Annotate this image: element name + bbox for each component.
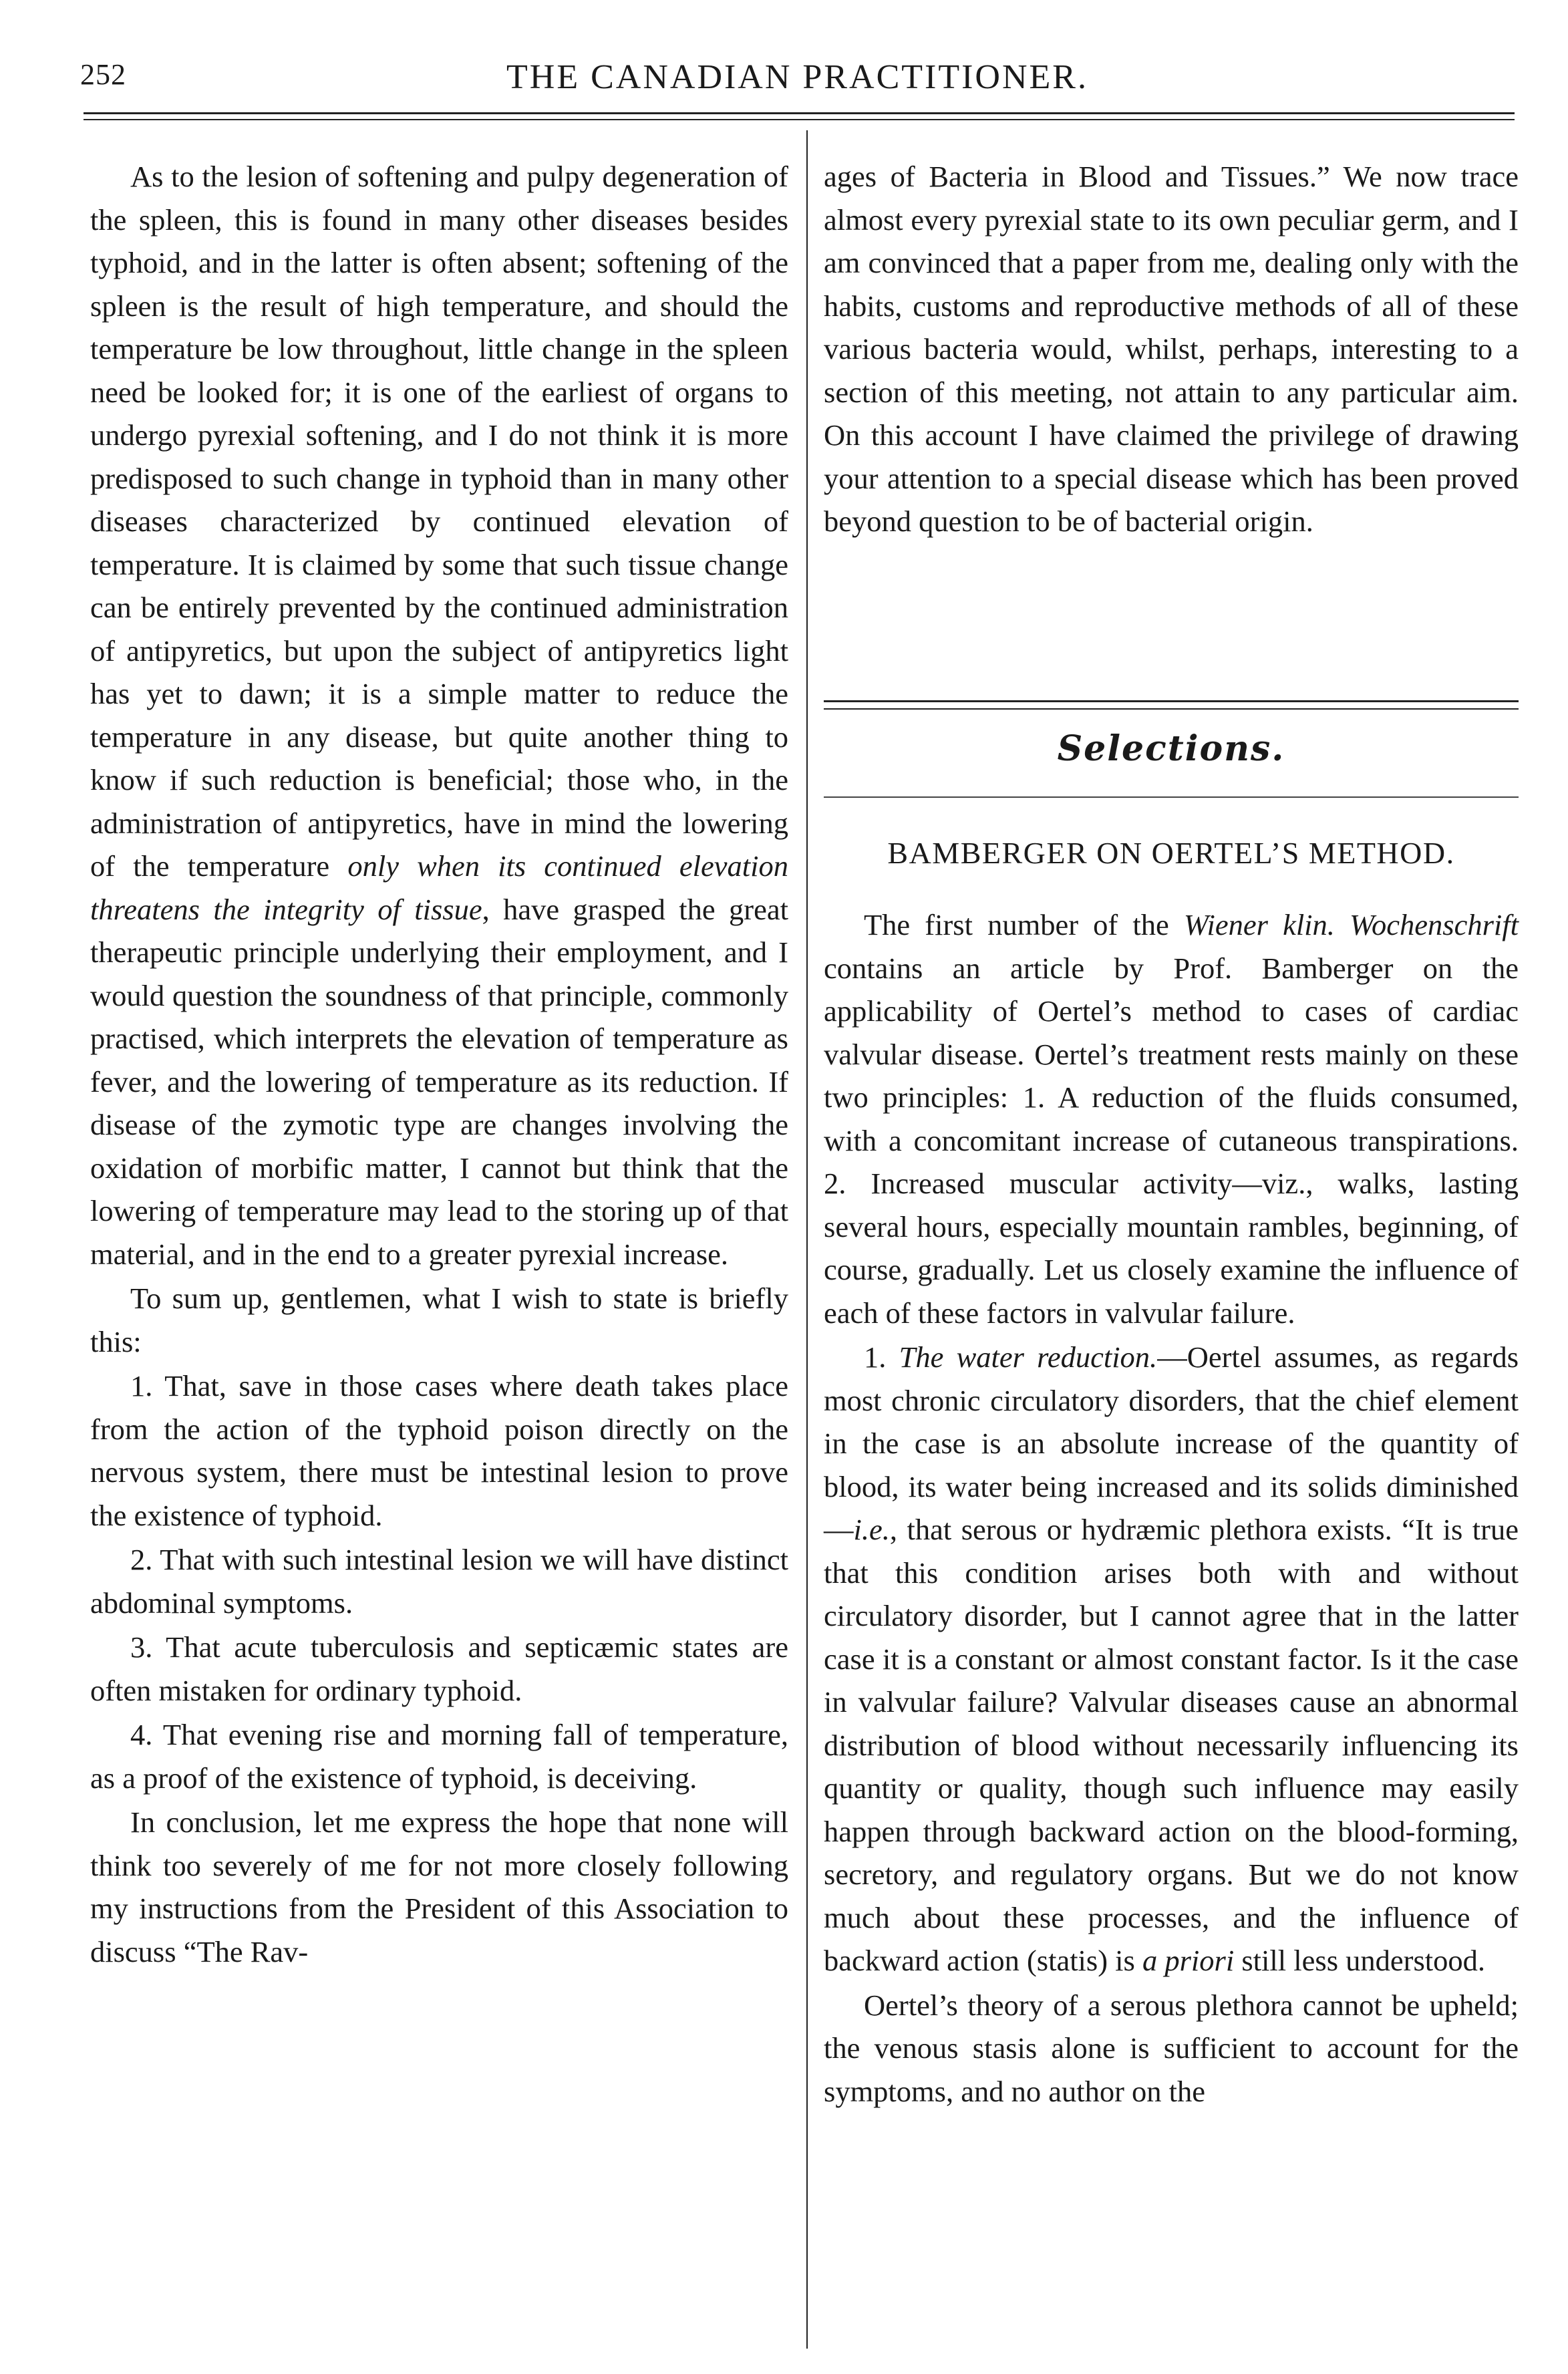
paragraph [90,155,788,1276]
list-item: 2. That with such intestinal lesion we will have distinct abdominal symptoms. [90,1543,788,1620]
list-item: 1. That, save in those cases where death takes place from the action of the typhoid poison directly on the nervous system, there must be intestinal lesion to prove the existence of typhoid. [90,1369,788,1532]
section-rule [824,700,1519,702]
right-column-top [824,155,1519,543]
list-item: 4. That evening rise and morning fall of temperature, as a proof of the existence of typhoid, is deceiving. [90,1718,788,1795]
emphasis-text: Wiener klin. Wochenschrift [1183,908,1519,941]
running-title: THE CANADIAN PRACTITIONER. [506,58,1088,96]
section-heading: Selections. [1057,728,1285,769]
page-number: 252 [80,58,126,91]
emphasis-text: a priori [1142,1944,1235,1977]
emphasis-text: The water reduction. [899,1340,1158,1374]
section-rule-secondary [824,708,1519,710]
paragraph: Oertel’s theory of a serous plethora cannot be upheld; the venous stasis alone is sufficient to account for the symptoms, and no author on the [824,1988,1519,2108]
right-column-article [824,903,1519,2113]
emphasis-text: i.e. [853,1513,890,1546]
paragraph-text: As to the lesion of softening and pulpy degeneration of the spleen, this is found in many other diseases besides typhoid, and in the latter is often absent; softening of the spleen is the result of high temperature, and should the temperature be low throughout, little change in the spleen need be looked for; it is one of the earliest of organs to undergo pyrexial softening, and I do not think it is more predisposed to such change in typhoid than in many other diseases characterized by continued elevation of temperature. It is claimed by some that such tissue change can be entirely prevented by the continued administration of antipyretics, but upon the subject of antipyretics light has yet to dawn; it is a simple matter to reduce the temperature in any disease, but quite another thing to know if such reduction is beneficial; those who, in the administration of antipyretics, have in mind the lowering of the temperature [90,160,788,883]
article-title: BAMBERGER ON OERTEL’S METHOD. [887,836,1455,870]
section-rule-bottom [824,796,1519,798]
paragraph-text: 1. [864,1340,887,1374]
paragraph [824,903,1519,1334]
paragraph-text: still less understood. [1241,1944,1486,1977]
paragraph [824,1336,1519,1982]
emphasis-text: only when its continued elevation threatens the integrity of tissue [90,849,789,926]
paragraph-text: , have grasped the great therapeutic principle underlying their employment, and I would question the soundness of that principle, commonly practised, which interprets the elevation of temperature as fever, and the lowering of temperature as its reduction. If disease of the zymotic type are changes involving the oxidation of morbific matter, I cannot but think that the lowering of temperature may lead to the storing up of that material, and in the end to a greater pyrexial increase. [90,892,788,1271]
left-column [90,155,788,1973]
paragraph: ages of Bacteria in Blood and Tissues.” We now trace almost every pyrexial state to its own peculiar germ, and I am convinced that a paper from me, dealing only with the habits, customs and reproductive methods of all of these various bacteria would, whilst, perhaps, interesting to a section of this meeting, not attain to any particular aim. On this account I have claimed the privilege of drawing your attention to a special disease which has been proved beyond question to be of bacterial origin. [824,160,1519,538]
page-header [80,52,1515,106]
paragraph-text: , that serous or hydræmic plethora exists. “It is true that this condition arises both with and without circulatory disorder, but I cannot agree that in the latter case it is a constant or almost constant factor. Is it the case in valvular failure? Valvular diseases cause an abnormal distribution of blood without necessarily influencing its quantity or quality, though such influence may easily happen through backward action on the blood-forming, secretory, and regulatory organs. But we do not know much about these processes, and the influence of backward action (statis) is [824,1513,1519,1977]
paragraph-text: —Oertel assumes, as regards most chronic circulatory disorders, that the chief element in the case is an absolute increase of the quantity of blood, its water being increased and its solids diminished— [824,1340,1519,1546]
header-rule-secondary [84,119,1515,120]
column-divider [806,130,808,2349]
list-item: 3. That acute tuberculosis and septicæmic states are often mistaken for ordinary typhoid. [90,1630,788,1707]
paragraph-text: The first number of the [864,908,1169,941]
header-rule [84,112,1515,114]
paragraph: To sum up, gentlemen, what I wish to state is briefly this: [90,1282,788,1358]
paragraph: In conclusion, let me express the hope that none will think too severely of me for not more closely following my instructions from the President of this Association to discuss “The Rav- [90,1805,788,1968]
paragraph-text: contains an article by Prof. Bamberger on the applicability of Oertel’s method to cases of cardiac valvular disease. Oertel’s treatment rests mainly on these two principles: 1. A reduction of the fluids consumed, with a concomitant increase of cutaneous transpirations. 2. Increased muscular activity—viz., walks, lasting several hours, especially mountain rambles, beginning, of course, gradually. Let us closely examine the influence of each of these factors in valvular failure. [824,951,1519,1330]
